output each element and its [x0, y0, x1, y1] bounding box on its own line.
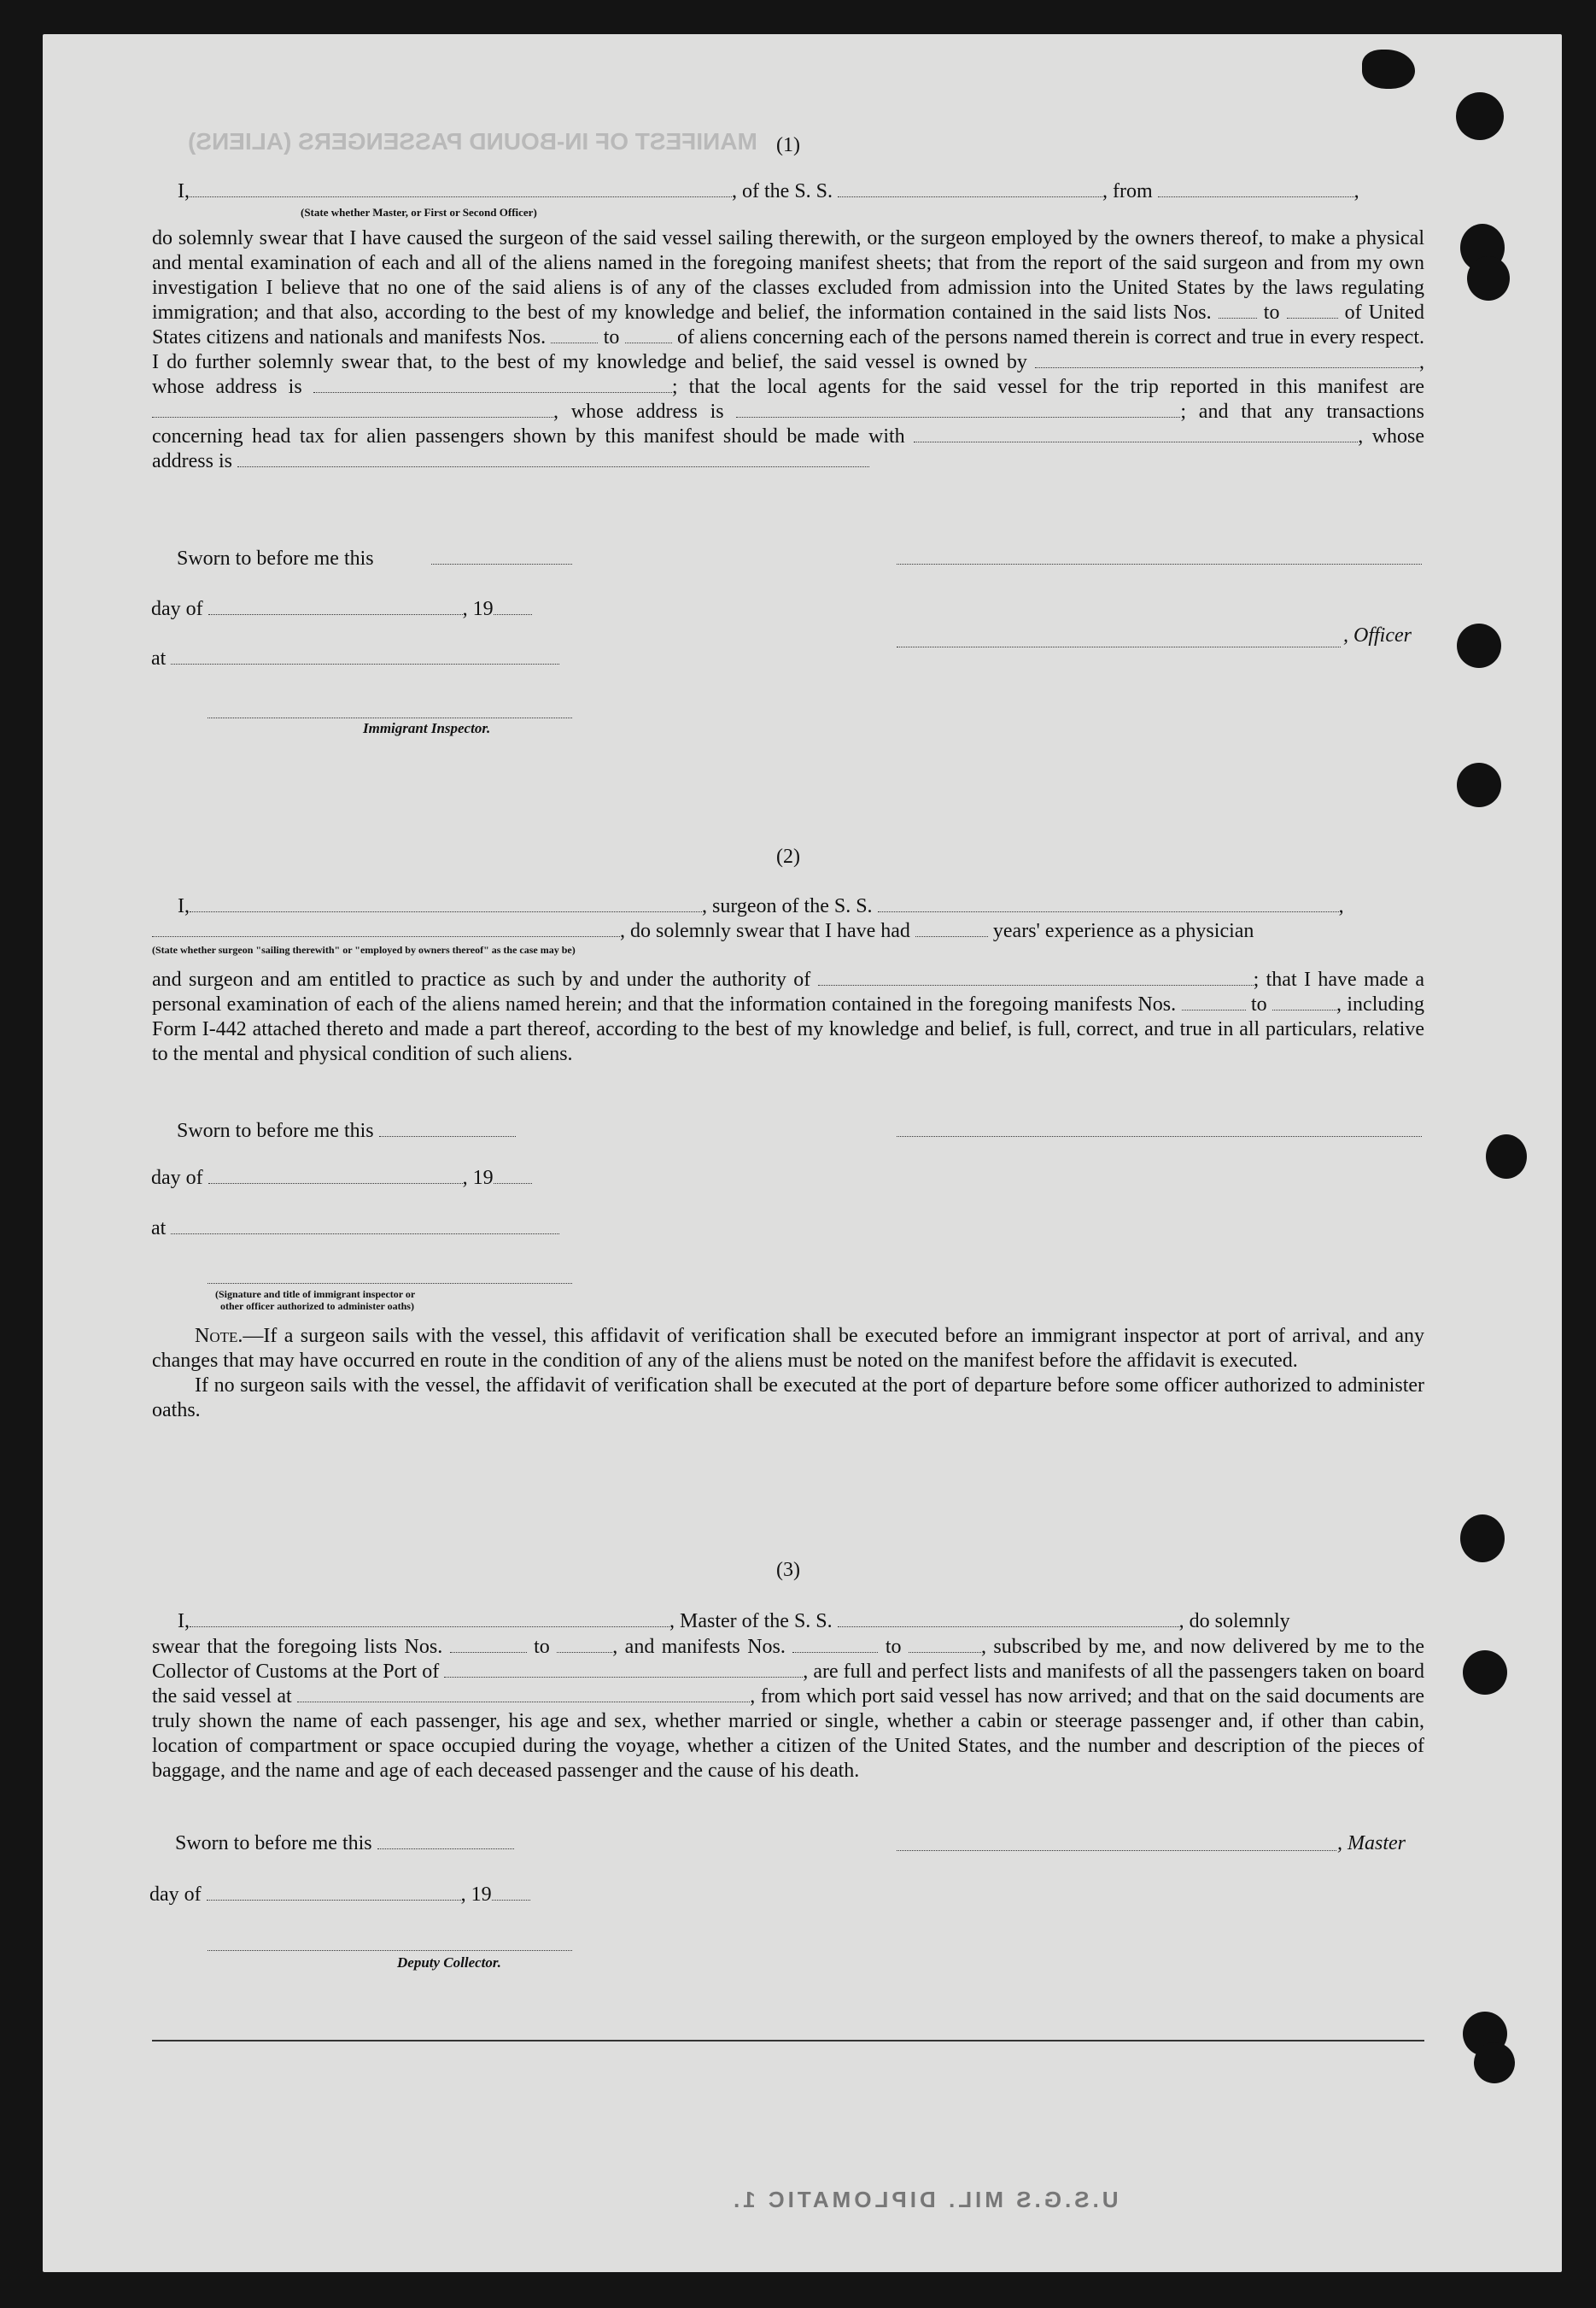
s2-line1: I, , surgeon of the S. S. , [178, 895, 1344, 917]
s1-inspector-caption: Immigrant Inspector. [363, 720, 491, 736]
s3-sworn-label: Sworn to before me this [175, 1832, 514, 1855]
binder-hole [1456, 92, 1504, 140]
s2-day-of: day of , 19 [151, 1167, 532, 1190]
s3-deputy-line [208, 1950, 572, 1951]
binder-hole [1460, 1514, 1505, 1562]
binder-hole [1474, 2042, 1515, 2083]
section-3-number: (3) [776, 1559, 800, 1581]
s3-master-label: , Master [1337, 1832, 1406, 1854]
s1-officer-caption: (State whether Master, or First or Second Officer) [301, 206, 537, 219]
bleed-through-footer: U.S.G.S MIL. DIPLOMATIC 1. [730, 2187, 1119, 2212]
s2-surgeon-caption: (State whether surgeon "sailing therewith" or "employed by owners thereof" as the case may be) [152, 944, 576, 956]
s1-signature-line [897, 564, 1422, 565]
s3-oath-text: swear that the foregoing lists Nos. to , and manifests Nos. to , subscribed by me, and now delivered by me to the Collector of Customs at the Port of , are full and perfect lists and manifests of all the passengers taken on board the said vessel at , from which port said vessel has now arrived; and that on the said documents are truly shown the name of each passenger, his age and sex, whether married or single, whether a cabin or steerage passenger and, if other than cabin, location of compartment or space occupied during the voyage, whether a citizen of the United States, and the number and description of the pieces of baggage, and the name and age of each deceased passenger and the cause of his death. [152, 1636, 1425, 1782]
bottom-rule [152, 2040, 1424, 2041]
section-2-number: (2) [776, 846, 800, 868]
s2-signature-line-inspector [208, 1283, 572, 1284]
binder-hole [1463, 1650, 1507, 1695]
s2-signature-caption-2: other officer authorized to administer oaths) [220, 1300, 414, 1312]
s2-signature-caption-1: (Signature and title of immigrant inspector or [215, 1288, 416, 1300]
binder-hole [1457, 763, 1501, 807]
s3-day-of: day of , 19 [149, 1883, 530, 1907]
bleed-through-header: MANIFEST OF IN-BOUND PASSENGERS (ALIENS) [188, 128, 757, 155]
s1-sworn-line [431, 564, 572, 565]
s2-note: Note.—If a surgeon sails with the vessel, this affidavit of verification shall be executed before an immigrant inspector at port of arrival, and any changes that may have occurred en route in the condition of any of the aliens must be noted on the manifest before the affidavit is executed. If no surgeon sails with the vessel, the affidavit of verification shall be executed at the port of departure before some officer authorized to administer oaths. [152, 1325, 1424, 1421]
s3-master-line [897, 1850, 1336, 1851]
s3-line1: I, , Master of the S. S. , do solemnly [178, 1610, 1290, 1632]
binder-hole [1467, 256, 1510, 301]
torn-corner [1362, 50, 1415, 89]
s2-line2: , do solemnly swear that I have had years' experience as a physician [152, 920, 1254, 943]
s3-deputy-caption: Deputy Collector. [397, 1954, 501, 1971]
s1-oath-text: do solemnly swear that I have caused the surgeon of the said vessel sailing therewith, or the surgeon employed by the owners thereof, to make a physical and mental examination of each and all of the aliens named in the foregoing manifest sheets; that from the report of the said surgeon and from my own investigation I believe that no one of the said aliens is of any of the classes excluded from admission into the United States by the laws regulating immigration; and that also, according to the best of my knowledge and belief, the information contained in the said lists Nos. to of United States citizens and nationals and manifests Nos. to of aliens concerning each of the persons named therein is correct and true in every respect. I do further solemnly swear that, to the best of my knowledge and belief, the said vessel is owned by , whose address is ; that the local agents for the said vessel for the trip reported in this manifest are , whose address is ; and that any transactions concerning head tax for alien passengers shown by this manifest should be made with , whose address is [152, 227, 1425, 472]
s2-at: at [151, 1217, 559, 1240]
s1-line1: I, , of the S. S. , from , [178, 180, 1359, 202]
binder-hole [1457, 624, 1501, 668]
s1-day-of: day of , 19 [151, 598, 532, 621]
s1-officer-label: , Officer [1343, 624, 1412, 647]
s2-signature-line [897, 1136, 1422, 1137]
s2-sworn-label: Sworn to before me this [177, 1120, 516, 1143]
note-label: Note. [195, 1325, 243, 1347]
s1-sworn-label: Sworn to before me this [177, 548, 374, 570]
section-1-number: (1) [776, 134, 800, 156]
binder-hole [1486, 1134, 1527, 1179]
s1-at: at [151, 647, 559, 671]
s2-oath-text: and surgeon and am entitled to practice as such by and under the authority of ; that I have made a personal examination of each of the aliens named herein; and that the information contained in the foregoing manifests Nos. to , including Form I-442 attached thereto and made a part thereof, according to the best of my knowledge and belief, is full, correct, and true in all particulars, relative to the mental and physical condition of such aliens. [152, 969, 1425, 1065]
